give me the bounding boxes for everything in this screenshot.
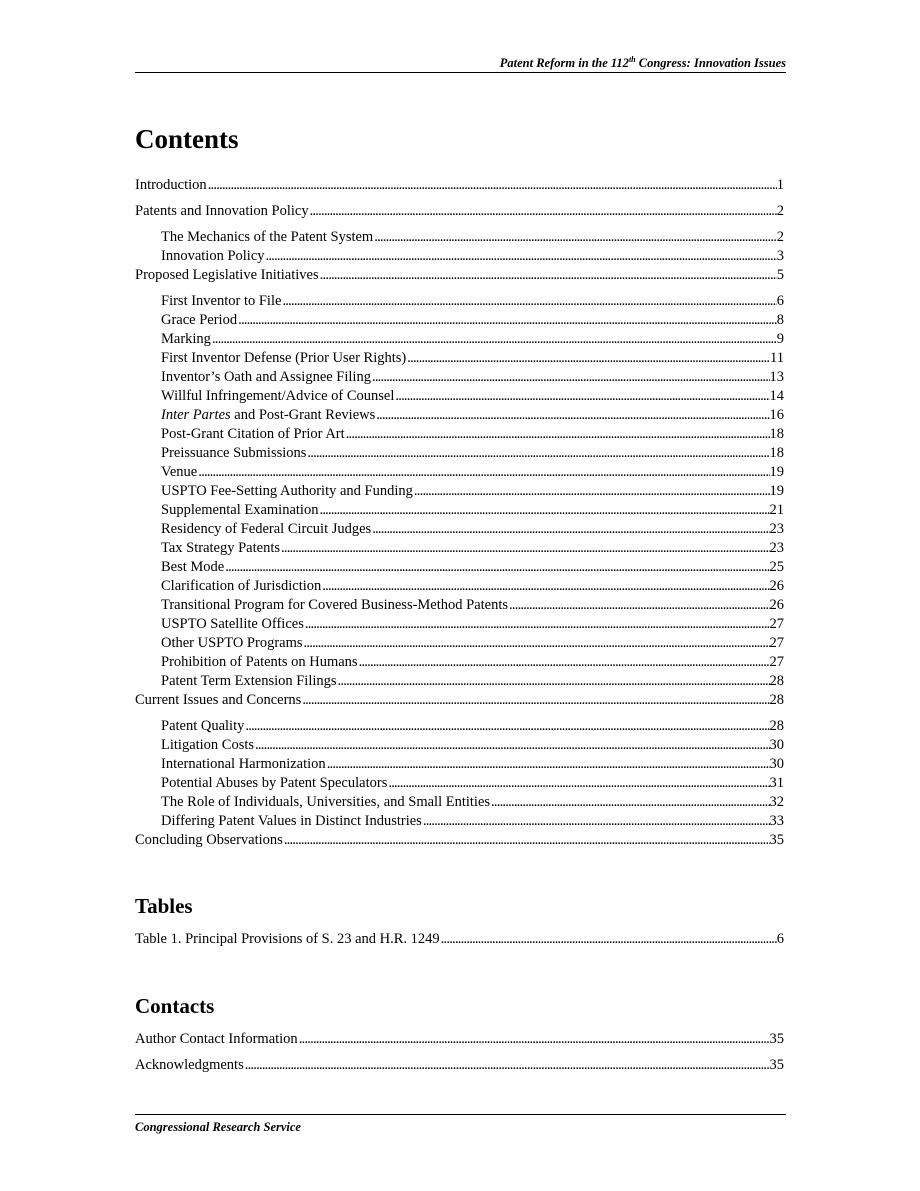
toc-page-number: 3 bbox=[776, 248, 784, 264]
toc-entry-title bbox=[135, 1030, 298, 1049]
toc-dot-leader bbox=[373, 228, 777, 247]
toc-entry[interactable] bbox=[135, 1030, 784, 1049]
toc-entry-title bbox=[161, 672, 337, 691]
toc-page-number: 28 bbox=[769, 692, 784, 708]
toc-page-number: 35 bbox=[769, 832, 784, 848]
toc-entry-title bbox=[161, 330, 211, 349]
toc-dot-leader bbox=[490, 793, 769, 812]
toc-page-number: 5 bbox=[776, 267, 784, 283]
toc-page-number: 35 bbox=[769, 1031, 784, 1047]
toc-entry[interactable] bbox=[135, 831, 784, 850]
toc-dot-leader bbox=[319, 266, 777, 285]
toc-page-number: 11 bbox=[770, 350, 784, 366]
toc-entry[interactable] bbox=[135, 444, 784, 463]
toc-dot-leader bbox=[375, 406, 769, 425]
toc-entry[interactable] bbox=[135, 755, 784, 774]
toc-page-number: 19 bbox=[769, 464, 784, 480]
toc-entry-title bbox=[161, 501, 318, 520]
toc-entry-title-text: Table 1. Principal Provisions of S. 23 and H.R. 1249 bbox=[135, 931, 440, 947]
toc-entry[interactable] bbox=[135, 349, 784, 368]
toc-entry-title bbox=[135, 202, 309, 221]
toc-entry[interactable] bbox=[135, 615, 784, 634]
toc-entry[interactable] bbox=[135, 774, 784, 793]
toc-entry[interactable] bbox=[135, 176, 784, 195]
footer-rule bbox=[135, 1114, 786, 1115]
toc-entry-title-text: Residency of Federal Circuit Judges bbox=[161, 521, 372, 537]
toc-entry[interactable] bbox=[135, 672, 784, 691]
toc-entry-title-text: Patents and Innovation Policy bbox=[135, 203, 309, 219]
toc-page-number: 28 bbox=[769, 718, 784, 734]
toc-entry[interactable] bbox=[135, 691, 784, 710]
toc-entry-title bbox=[161, 634, 303, 653]
toc-entry[interactable] bbox=[135, 501, 784, 520]
toc-dot-leader bbox=[337, 672, 770, 691]
toc-entry-title bbox=[161, 520, 371, 539]
toc-dot-leader bbox=[304, 615, 770, 634]
toc-page-number: 30 bbox=[769, 756, 784, 772]
toc-entry[interactable] bbox=[135, 463, 784, 482]
toc-entry-title bbox=[135, 176, 207, 195]
toc-entry-title bbox=[135, 831, 283, 850]
toc-entry-title bbox=[161, 653, 358, 672]
toc-entry[interactable] bbox=[135, 202, 784, 221]
toc-entry[interactable] bbox=[135, 596, 784, 615]
toc-page-number: 23 bbox=[769, 521, 784, 537]
toc-dot-leader bbox=[371, 520, 769, 539]
toc-page-number: 8 bbox=[776, 312, 784, 328]
toc-entry-title bbox=[135, 691, 301, 710]
toc-dot-leader bbox=[309, 202, 777, 221]
toc-entry-title-text: Venue bbox=[161, 464, 198, 480]
toc-entry-title-text: First Inventor to File bbox=[161, 293, 282, 309]
toc-dot-leader bbox=[244, 717, 769, 736]
toc-entry-title bbox=[161, 774, 387, 793]
toc-page-number: 2 bbox=[776, 229, 784, 245]
toc-entry[interactable] bbox=[135, 539, 784, 558]
toc-entry[interactable] bbox=[135, 520, 784, 539]
toc-entry[interactable] bbox=[135, 406, 784, 425]
toc-entry-title-text: Inventor’s Oath and Assignee Filing bbox=[161, 369, 371, 385]
toc-page-number: 19 bbox=[769, 483, 784, 499]
contacts-list bbox=[135, 1030, 784, 1075]
toc-entry-title-text: Clarification of Jurisdiction bbox=[161, 578, 322, 594]
toc-dot-leader bbox=[197, 463, 769, 482]
toc-entry-title-text: Preissuance Submissions bbox=[161, 445, 307, 461]
toc-page-number: 31 bbox=[769, 775, 784, 791]
toc-dot-leader bbox=[281, 292, 776, 311]
toc-page-number: 18 bbox=[769, 426, 784, 442]
toc-entry-title bbox=[161, 539, 280, 558]
contents-list bbox=[135, 176, 784, 850]
toc-entry-title-text: Supplemental Examination bbox=[161, 502, 319, 518]
toc-dot-leader bbox=[207, 176, 777, 195]
toc-entry-title-text: USPTO Satellite Offices bbox=[161, 616, 304, 632]
toc-entry-title bbox=[161, 425, 345, 444]
toc-page-number: 26 bbox=[769, 597, 784, 613]
toc-entry-title bbox=[161, 812, 422, 831]
toc-entry-title bbox=[161, 406, 375, 425]
toc-page-number: 33 bbox=[769, 813, 784, 829]
running-header-suffix: Congress: Innovation Issues bbox=[635, 56, 786, 71]
toc-entry-title bbox=[161, 444, 306, 463]
tables-heading: Tables bbox=[135, 894, 193, 918]
toc-entry[interactable] bbox=[135, 812, 784, 831]
toc-entry-title-text: Marking bbox=[161, 331, 211, 347]
toc-entry-title bbox=[161, 349, 406, 368]
toc-page-number: 32 bbox=[769, 794, 784, 810]
running-header-prefix: Patent Reform in the 112 bbox=[499, 56, 629, 71]
toc-entry-title bbox=[161, 793, 490, 812]
toc-entry[interactable] bbox=[135, 634, 784, 653]
toc-entry-title-text: Potential Abuses by Patent Speculators bbox=[161, 775, 388, 791]
toc-page-number: 14 bbox=[769, 388, 784, 404]
toc-entry[interactable] bbox=[135, 247, 784, 266]
toc-entry-title-text: and Post-Grant Reviews bbox=[230, 407, 376, 423]
contents-heading: Contents bbox=[135, 124, 239, 154]
toc-entry-title bbox=[135, 266, 319, 285]
toc-entry-title bbox=[161, 717, 244, 736]
toc-dot-leader bbox=[237, 311, 777, 330]
toc-dot-leader bbox=[280, 539, 770, 558]
toc-dot-leader bbox=[371, 368, 770, 387]
toc-entry-title bbox=[161, 482, 413, 501]
toc-dot-leader bbox=[298, 1030, 770, 1049]
toc-dot-leader bbox=[413, 482, 770, 501]
toc-entry-title-text: Litigation Costs bbox=[161, 737, 255, 753]
toc-entry-title-text: Author Contact Information bbox=[135, 1031, 298, 1047]
toc-entry-title-text: The Role of Individuals, Universities, and Small Entities bbox=[161, 794, 491, 810]
toc-page-number: 6 bbox=[776, 293, 784, 309]
running-header-superscript: th bbox=[628, 55, 636, 64]
toc-dot-leader bbox=[283, 831, 770, 850]
toc-entry[interactable] bbox=[135, 558, 784, 577]
toc-page-number: 28 bbox=[769, 673, 784, 689]
toc-entry-title-text: The Mechanics of the Patent System bbox=[161, 229, 374, 245]
toc-entry-title-text: Grace Period bbox=[161, 312, 238, 328]
toc-entry-title-text: Best Mode bbox=[161, 559, 225, 575]
toc-entry-title-text: USPTO Fee-Setting Authority and Funding bbox=[161, 483, 413, 499]
header-rule bbox=[135, 72, 786, 73]
toc-entry-title-text: Prohibition of Patents on Humans bbox=[161, 654, 358, 670]
toc-dot-leader bbox=[301, 691, 769, 710]
toc-dot-leader bbox=[306, 444, 769, 463]
toc-dot-leader bbox=[358, 653, 770, 672]
toc-page-number: 2 bbox=[776, 203, 784, 219]
toc-entry-title-text: Patent Quality bbox=[161, 718, 245, 734]
toc-entry[interactable] bbox=[135, 292, 784, 311]
toc-page-number: 23 bbox=[769, 540, 784, 556]
toc-entry-title-text: Innovation Policy bbox=[161, 248, 265, 264]
toc-dot-leader bbox=[303, 634, 770, 653]
toc-entry-title bbox=[161, 387, 394, 406]
toc-entry-title bbox=[161, 596, 508, 615]
toc-page-number: 35 bbox=[769, 1057, 784, 1073]
tables-list bbox=[135, 930, 784, 949]
toc-entry-title-text: Differing Patent Values in Distinct Industries bbox=[161, 813, 422, 829]
toc-entry-title-text: Post-Grant Citation of Prior Art bbox=[161, 426, 345, 442]
toc-entry-title-text: Tax Strategy Patents bbox=[161, 540, 280, 556]
toc-page-number: 25 bbox=[769, 559, 784, 575]
toc-page-number: 9 bbox=[776, 331, 784, 347]
toc-page-number: 30 bbox=[769, 737, 784, 753]
toc-entry[interactable] bbox=[135, 736, 784, 755]
toc-entry-title-text: Transitional Program for Covered Business-Method Patents bbox=[161, 597, 509, 613]
toc-entry-title-text: Proposed Legislative Initiatives bbox=[135, 267, 319, 283]
toc-entry[interactable] bbox=[135, 482, 784, 501]
toc-entry[interactable] bbox=[135, 311, 784, 330]
toc-entry-title-italic: Inter Partes bbox=[161, 407, 231, 423]
toc-entry-title bbox=[161, 368, 371, 387]
toc-entry[interactable] bbox=[135, 653, 784, 672]
toc-dot-leader bbox=[345, 425, 770, 444]
toc-entry-title-text: International Harmonization bbox=[161, 756, 326, 772]
toc-entry-title bbox=[161, 228, 373, 247]
toc-entry-title-text: First Inventor Defense (Prior User Rights) bbox=[161, 350, 407, 366]
toc-dot-leader bbox=[224, 558, 769, 577]
toc-dot-leader bbox=[406, 349, 770, 368]
toc-page-number: 16 bbox=[769, 407, 784, 423]
toc-page-number: 27 bbox=[769, 616, 784, 632]
toc-entry-title-text: Concluding Observations bbox=[135, 832, 283, 848]
toc-entry-title bbox=[135, 1056, 244, 1075]
contacts-heading: Contacts bbox=[135, 994, 215, 1018]
toc-page-number: 1 bbox=[776, 177, 784, 193]
toc-entry[interactable] bbox=[135, 577, 784, 596]
toc-entry-title-text: Introduction bbox=[135, 177, 207, 193]
toc-entry-title-text: Willful Infringement/Advice of Counsel bbox=[161, 388, 395, 404]
toc-dot-leader bbox=[318, 501, 769, 520]
toc-dot-leader bbox=[387, 774, 769, 793]
toc-dot-leader bbox=[422, 812, 770, 831]
toc-entry-title bbox=[161, 736, 254, 755]
toc-entry-title-text: Acknowledgments bbox=[135, 1057, 244, 1073]
toc-dot-leader bbox=[440, 930, 777, 949]
toc-dot-leader bbox=[508, 596, 769, 615]
toc-entry-title bbox=[161, 615, 304, 634]
toc-entry-title-text: Current Issues and Concerns bbox=[135, 692, 302, 708]
toc-entry[interactable] bbox=[135, 387, 784, 406]
running-footer: Congressional Research Service bbox=[135, 1120, 301, 1134]
toc-dot-leader bbox=[394, 387, 769, 406]
toc-dot-leader bbox=[321, 577, 769, 596]
toc-entry[interactable] bbox=[135, 793, 784, 812]
toc-dot-leader bbox=[265, 247, 777, 266]
toc-entry[interactable] bbox=[135, 717, 784, 736]
toc-entry[interactable] bbox=[135, 228, 784, 247]
toc-dot-leader bbox=[326, 755, 770, 774]
toc-entry-title-text: Patent Term Extension Filings bbox=[161, 673, 337, 689]
toc-entry[interactable] bbox=[135, 330, 784, 349]
toc-entry-title bbox=[161, 463, 197, 482]
toc-dot-leader bbox=[211, 330, 777, 349]
toc-entry-title bbox=[161, 577, 321, 596]
toc-page-number: 26 bbox=[769, 578, 784, 594]
toc-page-number: 27 bbox=[769, 654, 784, 670]
toc-entry[interactable] bbox=[135, 368, 784, 387]
toc-entry-title bbox=[161, 558, 224, 577]
toc-page-number: 27 bbox=[769, 635, 784, 651]
toc-page-number: 18 bbox=[769, 445, 784, 461]
toc-entry-title bbox=[161, 292, 281, 311]
toc-entry[interactable] bbox=[135, 930, 784, 949]
toc-entry-title bbox=[161, 247, 265, 266]
toc-dot-leader bbox=[244, 1056, 770, 1075]
toc-entry[interactable] bbox=[135, 425, 784, 444]
running-header bbox=[135, 55, 786, 71]
toc-entry[interactable] bbox=[135, 1056, 784, 1075]
toc-entry-title bbox=[135, 930, 440, 949]
toc-page-number: 6 bbox=[776, 931, 784, 947]
toc-entry-title bbox=[161, 311, 237, 330]
toc-entry-title-text: Other USPTO Programs bbox=[161, 635, 303, 651]
toc-entry[interactable] bbox=[135, 266, 784, 285]
toc-page-number: 21 bbox=[769, 502, 784, 518]
toc-dot-leader bbox=[254, 736, 769, 755]
toc-entry-title bbox=[161, 755, 326, 774]
toc-page-number: 13 bbox=[769, 369, 784, 385]
